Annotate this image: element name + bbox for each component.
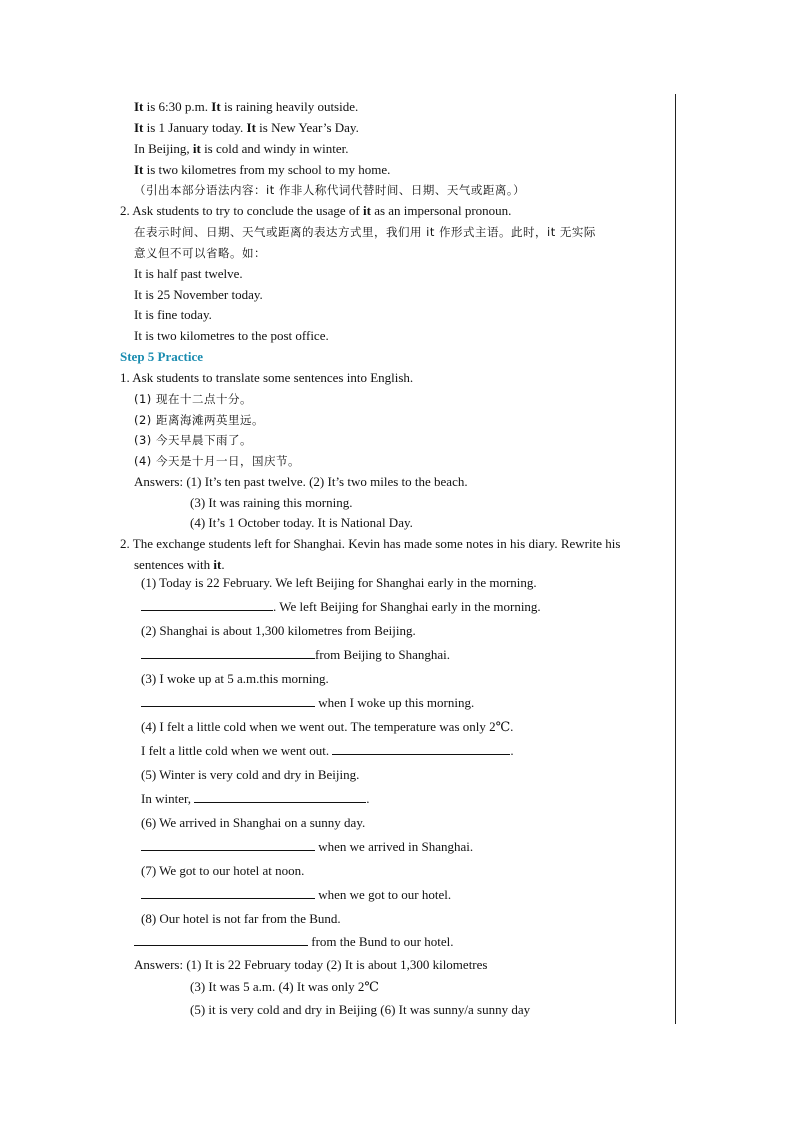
text-line: It is two kilometres from my school to my home. [134, 162, 391, 177]
text-line-cn: 在表示时间、日期、天气或距离的表达方式里，我们用 it 作形式主语。此时，it 无实际 [134, 225, 596, 239]
answer-line: (3) It was raining this morning. [190, 495, 353, 510]
text-line: 2. The exchange students left for Shanghai. Kevin has made some notes in his diary. Rewrite his [120, 536, 621, 551]
exercise-line: (6) We arrived in Shanghai on a sunny day. [141, 815, 366, 830]
answer-line: Answers: (1) It’s ten past twelve. (2) It’s two miles to the beach. [134, 474, 468, 489]
answer-blank[interactable] [194, 791, 366, 803]
answer-blank[interactable] [141, 839, 315, 851]
table-border-right [675, 94, 676, 1024]
answer-blank[interactable] [141, 647, 315, 659]
exercise-line: (3) I woke up at 5 a.m.this morning. [141, 671, 329, 686]
text-line: sentences with it. [134, 557, 225, 572]
exercise-line: I felt a little cold when we went out. . [141, 743, 514, 758]
answer-line: (4) It’s 1 October today. It is National Day. [190, 515, 413, 530]
answer-blank[interactable] [141, 599, 273, 611]
text-line: It is fine today. [134, 307, 212, 322]
exercise-line: when I woke up this morning. [141, 695, 474, 711]
exercise-line: when we got to our hotel. [141, 887, 451, 903]
exercise-line: (8) Our hotel is not far from the Bund. [141, 911, 341, 926]
exercise-line: (4) I felt a little cold when we went out. The temperature was only 2℃. [141, 719, 514, 734]
answer-line: (3) It was 5 a.m. (4) It was only 2℃ [190, 979, 379, 994]
text-line-cn: (4) 今天是十月一日，国庆节。 [134, 454, 300, 468]
exercise-line: In winter, . [141, 791, 370, 806]
text-line: It is two kilometres to the post office. [134, 328, 329, 343]
answer-blank[interactable] [141, 887, 315, 899]
exercise-line: when we arrived in Shanghai. [141, 839, 473, 855]
answer-blank[interactable] [141, 695, 315, 707]
text-line: It is 6:30 p.m. It is raining heavily outside. [134, 99, 359, 114]
exercise-line: (5) Winter is very cold and dry in Beijing. [141, 767, 360, 782]
answer-line: Answers: (1) It is 22 February today (2) It is about 1,300 kilometres [134, 957, 488, 972]
answer-blank[interactable] [134, 934, 308, 946]
exercise-line: (1) Today is 22 February. We left Beijing for Shanghai early in the morning. [141, 575, 537, 590]
text-line: 1. Ask students to translate some sentences into English. [120, 370, 414, 385]
answer-blank[interactable] [332, 743, 510, 755]
exercise-line: . We left Beijing for Shanghai early in the morning. [141, 599, 541, 615]
text-line: 2. Ask students to try to conclude the usage of it as an impersonal pronoun. [120, 203, 512, 218]
exercise-line: (7) We got to our hotel at noon. [141, 863, 305, 878]
text-line: It is 1 January today. It is New Year’s Day. [134, 120, 359, 135]
step-heading: Step 5 Practice [120, 349, 204, 364]
answer-line: (5) it is very cold and dry in Beijing (6) It was sunny/a sunny day [190, 1002, 531, 1017]
text-line-cn: 意义但不可以省略。如： [134, 246, 266, 260]
text-line-cn: (2) 距离海滩两英里远。 [134, 413, 264, 427]
text-line-cn: (3) 今天早晨下雨了。 [134, 433, 252, 447]
text-line-cn: （引出本部分语法内容：it 作非人称代词代替时间、日期、天气或距离。） [134, 183, 526, 197]
exercise-line: from Beijing to Shanghai. [141, 647, 450, 663]
exercise-line: from the Bund to our hotel. [134, 934, 454, 950]
text-line: It is 25 November today. [134, 287, 263, 302]
text-line: In Beijing, it is cold and windy in winter. [134, 141, 349, 156]
text-line-cn: (1) 现在十二点十分。 [134, 392, 252, 406]
exercise-line: (2) Shanghai is about 1,300 kilometres from Beijing. [141, 623, 416, 638]
text-line: It is half past twelve. [134, 266, 243, 281]
